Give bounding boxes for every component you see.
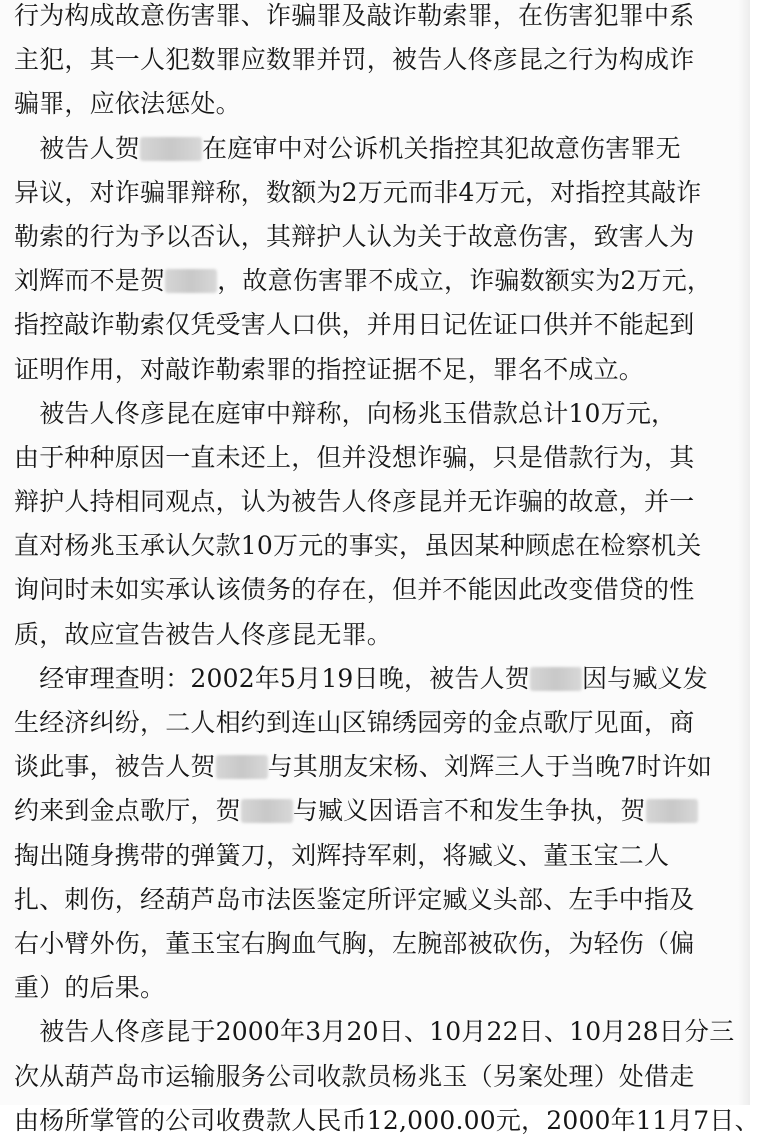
text-line: 骗罪，应依法惩处。: [14, 89, 241, 119]
text-line: 证明作用，对敲诈勒索罪的指控证据不足，罪名不成立。: [14, 354, 645, 384]
redaction-mark: [530, 667, 582, 691]
text-line: 由于种种原因一直未还上，但并没想诈骗，只是借款行为，其: [14, 442, 695, 472]
redaction-mark: [216, 755, 268, 779]
text-segment: 因与臧义发: [581, 663, 708, 693]
text-line: 次从葫芦岛市运输服务公司收款员杨兆玉（另案处理）处借走: [14, 1061, 695, 1091]
text-line: 指控敲诈勒索仅凭受害人口供，并用日记佐证口供并不能起到: [14, 310, 695, 340]
text-segment: 谈此事，被告人贺: [14, 752, 216, 782]
text-segment: 约来到金点歌厅，贺: [14, 796, 241, 826]
text-segment: 刘辉而不是贺: [14, 266, 166, 296]
text-line: 辩护人持相同观点，认为被告人佟彦昆并无诈骗的故意，并一: [14, 487, 695, 517]
text-line: 右小臂外伤，董玉宝右胸血气胸，左腕部被砍伤，为轻伤（偏: [14, 928, 695, 958]
text-segment: 被告人贺: [14, 133, 141, 163]
text-line: 被告人佟彦昆于2000年3月20日、10月22日、10月28日分三: [14, 1017, 735, 1047]
redaction-mark: [241, 799, 293, 823]
redaction-mark: [646, 799, 698, 823]
text-segment: 经审理查明：2002年5月19日晚，被告人贺: [14, 663, 530, 693]
redaction-mark: [140, 137, 202, 161]
text-line: [14, 745, 744, 789]
text-segment: ，故意伤害罪不成立，诈骗数额实为2万元，: [217, 266, 713, 296]
text-line: [14, 259, 744, 303]
document-body: [14, 0, 760, 1143]
text-line: 重）的后果。: [14, 973, 166, 1003]
text-line: 直对杨兆玉承认欠款10万元的事实，虽因某种顾虑在检察机关: [14, 531, 702, 561]
text-line: [14, 789, 744, 833]
text-line: [14, 657, 744, 701]
text-line: 主犯，其一人犯数罪应数罪并罚，被告人佟彦昆之行为构成诈: [14, 45, 695, 75]
text-line: 询问时未如实承认该债务的存在，但并不能因此改变借贷的性: [14, 575, 695, 605]
text-line: [14, 127, 744, 171]
scan-edge-shadow: [738, 0, 750, 1105]
redaction-mark: [165, 269, 217, 293]
text-segment: 在庭审中对公诉机关指控其犯故意伤害罪无: [202, 133, 681, 163]
text-line: 生经济纠纷，二人相约到连山区锦绣园旁的金点歌厅见面，商: [14, 708, 695, 737]
text-line: 扎、刺伤，经葫芦岛市法医鉴定所评定臧义头部、左手中指及: [14, 884, 695, 914]
text-line: 被告人佟彦昆在庭审中辩称，向杨兆玉借款总计10万元，: [14, 398, 677, 428]
text-line: 由杨所掌管的公司收费款人民币12,000.00元，2000年11月7日、: [14, 1105, 760, 1135]
text-segment: 与其朋友宋杨、刘辉三人于当晚7时许如: [267, 752, 713, 782]
text-line: 勒索的行为予以否认，其辩护人认为关于故意伤害，致害人为: [14, 221, 695, 251]
text-line: 质，故应宣告被告人佟彦昆无罪。: [14, 619, 393, 649]
text-segment: 与臧义因语言不和发生争执，贺: [292, 796, 646, 826]
text-line: 异议，对诈骗罪辩称，数额为2万元而非4万元，对指控其敲诈: [14, 177, 702, 207]
text-line: 掏出随身携带的弹簧刀，刘辉持军刺，将臧义、董玉宝二人: [14, 840, 670, 870]
text-line: 行为构成故意伤害罪、诈骗罪及敲诈勒索罪，在伤害犯罪中系: [14, 1, 695, 30]
